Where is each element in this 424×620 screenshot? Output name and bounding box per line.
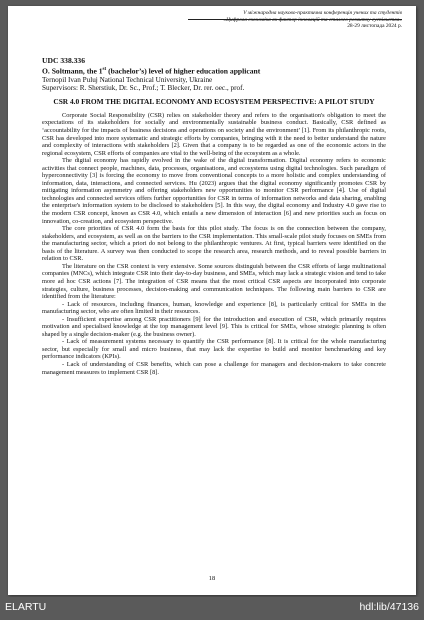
author-ordinal: st — [102, 67, 107, 72]
article-body — [42, 112, 386, 376]
header-line-2: «Цифрова економіка як фактор інновацій та сталого розвитку суспільства» — [223, 16, 402, 23]
header-line-1: V міжнародна науково-практична конференція учених та студентів — [243, 10, 402, 16]
udc-code: UDC 338.336 — [42, 56, 86, 65]
article-title: CSR 4.0 FROM THE DIGITAL ECONOMY AND ECOSYSTEM PERSPECTIVE: A PILOT STUDY — [53, 97, 375, 107]
repository-name: ELARTU — [5, 601, 47, 613]
header-rule — [188, 19, 402, 20]
paragraph: The digital economy has rapidly evolved in the wake of the digital transformation. Digital economy refers to economic activities that connect people, machines, data, processes, organisations, and ecosystems using digital technologies. Such paradigm of hyperconnectivity [3] is forcing the economy to move from conventional concepts to a more holistic and complex understanding of information, data, interactions, and connected services. Hu (2023) argues that the digital economy significantly promotes CSR by mitigating information asymmetry and offering stakeholders new opportunities to monitor CSR performance [4]. Use of digital technologies and connected services offers further opportunities for CSR in terms of information networks and data sharing, enabling the enterprise's information system to be disclosed to stakeholders [5]. In this way, the digital economy and Industry 4.0 gave rise to the modern CSR concept, known as CSR 4.0, which entails a new dimension of interaction [6] and new priorities such as focus on innovation, co-creation, and ecosystem perspective. — [42, 157, 386, 225]
list-item: - Lack of understanding of CSR benefits, which can pose a challenge for managers and decision-makers to take concrete management measures to implement CSR [8]. — [42, 360, 386, 376]
author-name: O. Soltmann, the 1 — [42, 66, 103, 76]
paragraph: The literature on the CSR context is very extensive. Some sources distinguish between the CSR efforts of large multinational companies (MNCs), which integrate CSR into their day-to-day business, and SMEs, which may lack a strategic vision and tend to take more ad hoc CSR actions [7]. The integration of CSR means that the most critical CSR aspects are incorporated into corporate strategies, culture, business processes, decision-making and communication techniques. The following main barriers to CSR are identified from the literature: — [42, 262, 386, 301]
paragraph: The core priorities of CSR 4.0 form the basis for this pilot study. The focus is on the connection between the company, stakeholders, and ecosystem, as well as on the barriers to the CSR implementation. This small-scale pilot study focuses on SMEs from the manufacturing sector, which a priori do not belong to the philanthropic ventures. At first, typical barriers were identified on the basis of the literature. A survey was then conducted to scope the research area, research methods, and to reveal possible barriers in relation to CSR. — [42, 225, 386, 263]
list-item: - Insufficient expertise among CSR practitioners [9] for the introduction and execution of CSR, which primarily requires motivation and specialised knowledge at the top management level [9]. This is critical for SMEs, whose strategic planning is often shaped by a single decision-maker (e.g. the business owner). — [42, 315, 386, 338]
author-role: (bachelor’s) level of higher education applicant — [106, 66, 261, 76]
viewer-footer — [0, 597, 424, 620]
supervisors: Supervisors: R. Sherstiuk, Dr. Sc., Prof.; T. Blecker, Dr. rer. oec., prof. — [42, 84, 245, 93]
list-item: - Lack of measurement systems necessary to quantify the CSR performance [8]. It is critical for the whole manufacturing sector, but especially for small and micro business, that may lack the expertise to build and monitor benchmarking and key performance indicators (KPIs). — [42, 338, 386, 361]
affiliation: Ternopil Ivan Puluj National Technical University, Ukraine — [42, 75, 213, 84]
list-item: - Lack of resources, including finances, human, knowledge and experience [8], is particularly critical for SMEs in the manufacturing sector, who are often limited in their resources. — [42, 300, 386, 316]
article-content — [42, 56, 386, 376]
page-number: 18 — [208, 575, 216, 582]
author-line — [42, 65, 386, 76]
header-line-3: 28-29 листопада 2024 р. — [347, 23, 402, 30]
handle-id: hdl:lib/47136 — [359, 601, 419, 613]
document-page — [8, 6, 416, 595]
paragraph: Corporate Social Responsibility (CSR) relies on stakeholder theory and refers to the organisation's obligation to meet the expectations of its stakeholders for socially and environmentally sustainable business conduct. Basically, CSR defined as ‘accountability for the impacts of business decisions and operations on society and the environment’ [1]. From its philanthropic roots, CSR has developed into more systematic and strategic efforts by companies, bringing with it the need to better understand the nature and complexity of interactions with stakeholders [2]. Given that a company is to be regarded as one of the economic actors in the regional ecosystem, CSR efforts of companies are vital to the well-being of the ecosystem as a whole. — [42, 111, 386, 157]
